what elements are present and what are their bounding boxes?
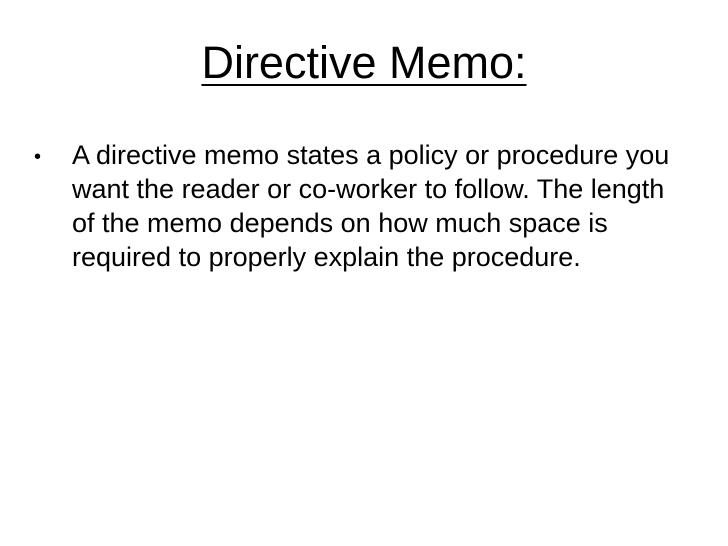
bullet-item [34, 138, 674, 274]
slide-title: Directive Memo: [201, 37, 527, 88]
bullet-icon: • [34, 146, 42, 168]
bullet-text: A directive memo states a policy or procedure you want the reader or co-worker to follow. The length of the memo depends on how much space is required to properly explain the procedure. [72, 140, 670, 272]
bullet-list [34, 138, 674, 274]
